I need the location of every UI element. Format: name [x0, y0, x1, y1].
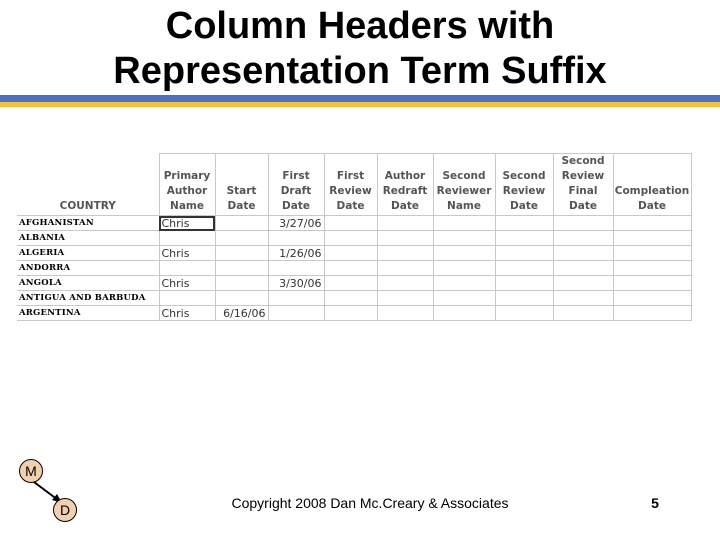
node-m: M [19, 459, 43, 483]
column-header-line: Author [384, 170, 426, 182]
column-header-line: Name [170, 200, 204, 212]
column-header-line: Date [510, 200, 538, 212]
column-header-line: Date [569, 200, 597, 212]
data-cell[interactable]: Chris [159, 216, 215, 231]
column-header-line: Date [638, 200, 666, 212]
column-header-line: First [282, 170, 310, 182]
data-cell[interactable]: 1/26/06 [268, 246, 324, 261]
data-cell[interactable]: 6/16/06 [215, 306, 268, 321]
country-cell[interactable]: ARGENTINA [17, 306, 159, 321]
column-header-line: Final [568, 185, 598, 197]
column-header-line: Draft [280, 185, 312, 197]
column-header-line: Date [391, 200, 419, 212]
column-header-line: Review [502, 185, 546, 197]
column-header-line: Primary [163, 170, 211, 182]
column-header-line: Author [166, 185, 208, 197]
data-cell[interactable]: 3/30/06 [268, 276, 324, 291]
slide-title-line-1: Column Headers with [165, 5, 555, 47]
column-header-line: Second [442, 170, 486, 182]
country-cell[interactable]: ALBANIA [17, 231, 159, 246]
footer-copyright: Copyright 2008 Dan Mc.Creary & Associates [231, 495, 509, 511]
column-header-line: Start [226, 185, 257, 197]
column-header-line: Date [336, 200, 365, 212]
column-header-line: Redraft [382, 185, 428, 197]
column-header-line: Date [282, 200, 310, 212]
column-header-line: Date [227, 200, 256, 212]
column-header-line: Name [447, 200, 481, 212]
country-cell[interactable]: ANGOLA [17, 276, 159, 291]
column-header-line: COUNTRY [59, 200, 116, 212]
column-header-line: First [336, 170, 365, 182]
data-cell[interactable]: Chris [159, 246, 215, 261]
column-header-line: Second [502, 170, 546, 182]
column-header-line: Second [561, 155, 605, 167]
country-cell[interactable]: AFGHANISTAN [17, 216, 159, 231]
column-header-line: Compleation [614, 185, 690, 197]
page-number: 5 [651, 495, 659, 511]
node-d: D [53, 498, 77, 522]
country-cell[interactable]: ALGERIA [17, 246, 159, 261]
country-cell[interactable]: ANDORRA [17, 261, 159, 276]
country-cell[interactable]: ANTIGUA AND BARBUDA [17, 291, 159, 306]
column-header-line: Review [329, 185, 372, 197]
column-header-line: Reviewer [436, 185, 492, 197]
data-cell[interactable]: Chris [159, 306, 215, 321]
data-cell[interactable]: Chris [159, 276, 215, 291]
slide-title-line-2: Representation Term Suffix [113, 50, 607, 92]
column-header-line: Review [561, 170, 605, 182]
data-cell[interactable]: 3/27/06 [268, 216, 324, 231]
